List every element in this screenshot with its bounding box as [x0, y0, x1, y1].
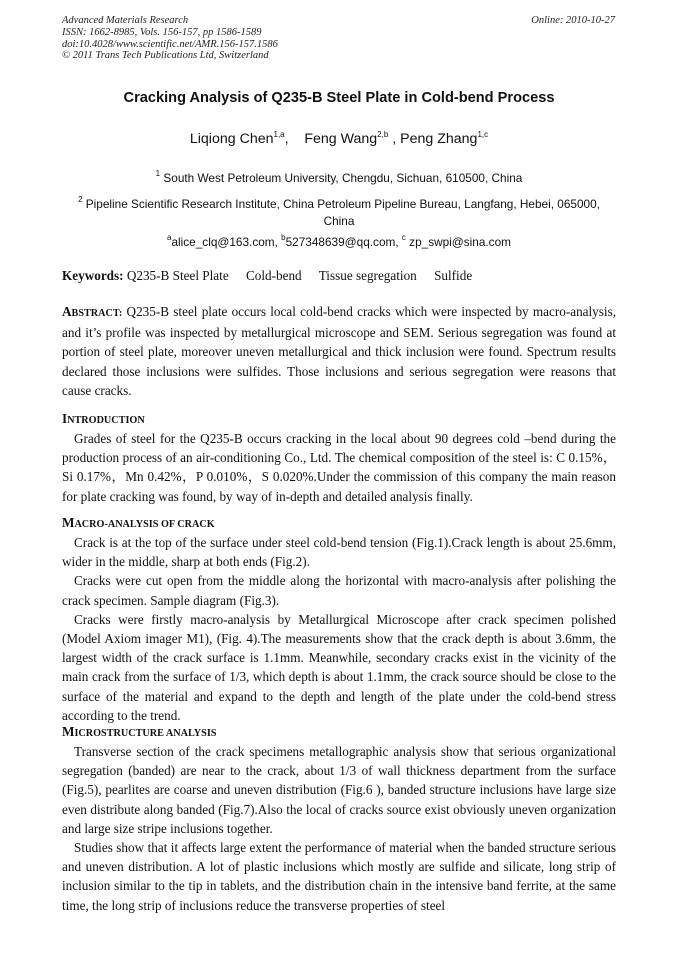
author-separator: ,	[388, 131, 401, 147]
email-mark: a	[167, 233, 172, 242]
affiliation-text: South West Petroleum University, Chengdu, Sichuan, 610500, China	[160, 171, 523, 185]
email-address: alice_clq@163.com,	[171, 235, 282, 249]
email-address: zp_swpi@sina.com	[405, 235, 511, 249]
author-affil-mark: 1,c	[477, 130, 489, 139]
email-mark: b	[281, 233, 286, 242]
email-list	[62, 233, 616, 249]
paragraph: Grades of steel for the Q235-B occurs cracking in the local about 90 degrees cold –bend during the production process of an air-conditioning Co., Ltd. The chemical composition of the steel is: C 0.15%，Si 0.17%，Mn 0.42%，P 0.010%，S 0.020%.Under the commission of this company the main reason for plate cracking was found, by way of in-depth and detailed analysis finally.	[62, 431, 616, 504]
affiliation-mark: 1	[155, 169, 161, 178]
doi-line: doi:10.4028/www.scientific.net/AMR.156-157.1586	[62, 38, 278, 50]
abstract-label: ABSTRACT:	[62, 304, 123, 319]
section-heading: MICROSTRUCTURE ANALYSIS	[62, 724, 217, 739]
introduction-section	[62, 410, 616, 506]
author-name: Peng Zhang	[400, 131, 478, 147]
copyright-line: © 2011 Trans Tech Publications Ltd, Switzerland	[62, 50, 269, 62]
abstract	[62, 302, 616, 400]
section-heading: MACRO-ANALYSIS OF CRACK	[62, 515, 215, 530]
keyword: Sulfide	[434, 268, 473, 283]
keywords	[62, 268, 616, 284]
keyword: Cold-bend	[245, 268, 302, 283]
affiliation-2	[62, 191, 616, 230]
keyword: Q235-B Steel Plate	[126, 268, 229, 283]
email-mark: c	[401, 233, 406, 242]
paper-title: Cracking Analysis of Q235-B Steel Plate in Cold-bend Process	[123, 90, 555, 106]
author-name: Liqiong Chen	[189, 131, 274, 147]
macro-analysis-section	[62, 514, 616, 725]
issn-line: ISSN: 1662-8985, Vols. 156-157, pp 1586-1589	[62, 26, 262, 38]
paragraph: Studies show that it affects large extent the performance of material when the banded structure serious and uneven distribution. A lot of plastic inclusions which mostly are sulfide and silicate, long strip of inclusion similar to the tip in tablets, and the distribution chain in the intensive band ferrite, at the same time, the long strip of inclusions reduce the transverse properties of steel	[62, 840, 616, 913]
keyword: Tissue segregation	[318, 268, 417, 283]
abstract-text: Q235-B steel plate occurs local cold-bend cracks which were inspected by macro-analysis, and it’s profile was inspected by metallurgical microscope and SEM. Serious segregation was found at portion of steel plate, moreover uneven metallurgical and thick inclusion were found. Spectrum results declared those inclusions were sulfides. Those inclusions and serious segregation were reasons that cause cracks.	[62, 304, 616, 398]
affiliation-mark: 2	[78, 195, 83, 204]
microstructure-section	[62, 723, 616, 915]
affiliation-text: Pipeline Scientific Research Institute, China Petroleum Pipeline Bureau, Langfang, Hebei, 065000, China	[82, 197, 600, 228]
author-name: Feng Wang	[304, 131, 378, 147]
paragraph: Cracks were cut open from the middle along the horizontal with macro-analysis after polishing the crack specimen. Sample diagram (Fig.3).	[62, 573, 616, 608]
online-date: Online: 2010-10-27	[531, 15, 615, 26]
author-list	[40, 130, 638, 147]
author-affil-mark: 2,b	[377, 130, 389, 139]
affiliation-1	[62, 165, 616, 187]
keywords-label: Keywords:	[62, 268, 124, 283]
paragraph: Cracks were firstly macro-analysis by Metallurgical Microscope after crack specimen polished (Model Axiom imager M1), (Fig. 4).The measurements show that the crack depth is about 3.6mm, the largest width of the crack surface is 1.1mm. Meanwhile, secondary cracks exist in the vicinity of the main crack from the surface of 1/3, which depth is about 1.1mm, the crack source should be close to the surface of the material and expand to the depth and length of the plate under the cold-bend stress according to the trend.	[62, 611, 616, 723]
author-separator: ,	[284, 131, 305, 147]
journal-header	[62, 15, 422, 62]
email-address: 527348639@qq.com,	[285, 235, 402, 249]
journal-name: Advanced Materials Research	[62, 15, 189, 26]
paragraph: Transverse section of the crack specimens metallographic analysis show that serious organizational segregation (banded) are near to the crack, about 1/3 of wall thickness department from the surface (Fig.5), pearlites are coarse and uneven distribution (Fig.6 ), banded structure inclusions have large size even distribute along banded (Fig.7).Also the local of cracks source exist obviously uneven organization and large size stripe inclusions together.	[62, 744, 616, 836]
paragraph: Crack is at the top of the surface under steel cold-bend tension (Fig.1).Crack length is about 25.6mm, wider in the middle, sharp at both ends (Fig.2).	[62, 535, 616, 570]
section-heading: INTRODUCTION	[62, 411, 145, 426]
author-affil-mark: 1,a	[273, 130, 285, 139]
